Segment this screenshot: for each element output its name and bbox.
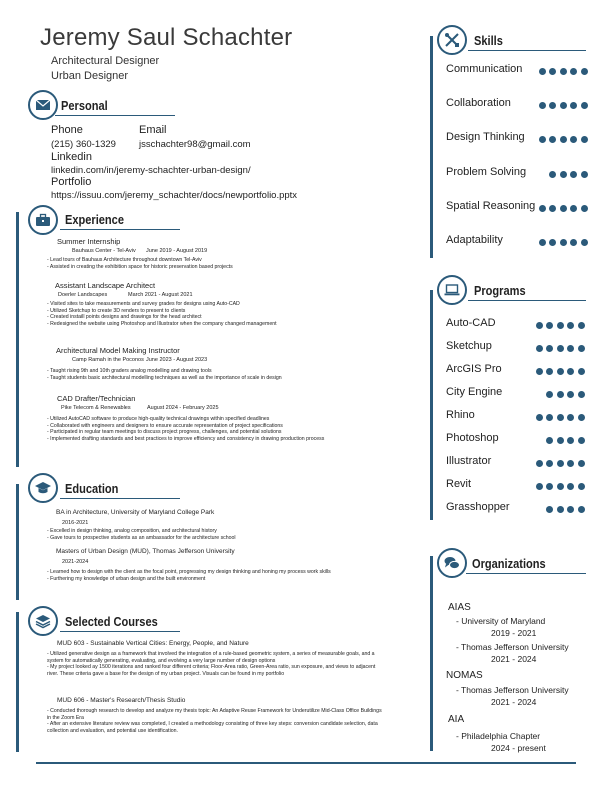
job-dates: August 2024 - February 2025	[147, 405, 219, 411]
title-architectural-designer: Architectural Designer	[51, 55, 160, 67]
skills-rule	[468, 50, 586, 51]
skill-rating	[539, 102, 588, 109]
rating-dot	[567, 345, 574, 352]
rating-dot	[549, 136, 556, 143]
job-bullet: - Participated in regular team meetings to discuss project progress, challenges, and potential solutions	[47, 429, 282, 436]
rating-dot	[546, 414, 553, 421]
org-line: - Thomas Jefferson University	[456, 642, 569, 652]
job-bullet: - Assisted in creating the exhibition space for historic preservation based projects	[47, 263, 233, 270]
program-rating	[536, 483, 585, 490]
rating-dot	[557, 460, 564, 467]
rating-dot	[546, 345, 553, 352]
briefcase-icon	[28, 205, 58, 235]
envelope-icon	[28, 90, 58, 120]
job-bullet: - Collaborated with engineers and designers to ensure accurate representation of project specifications	[47, 422, 283, 429]
rating-dot	[546, 437, 553, 444]
experience-rule	[60, 229, 180, 230]
personal-heading: Personal	[61, 98, 108, 113]
skill-label: Communication	[446, 63, 523, 75]
program-label: ArcGIS Pro	[446, 363, 502, 375]
job-title: Assistant Landscape Architect	[55, 281, 156, 290]
email-label: Email	[139, 124, 167, 136]
job-title: CAD Drafter/Technician	[57, 394, 136, 403]
rating-dot	[578, 506, 585, 513]
rating-dot	[567, 414, 574, 421]
rating-dot	[567, 391, 574, 398]
rating-dot	[560, 239, 567, 246]
rating-dot	[557, 483, 564, 490]
rating-dot	[546, 391, 553, 398]
rating-dot	[539, 205, 546, 212]
program-label: Auto-CAD	[446, 317, 496, 329]
program-rating	[536, 345, 585, 352]
rating-dot	[539, 239, 546, 246]
education-rule	[60, 498, 180, 499]
job-bullet: - Implemented drafting standards and best practices to improve efficiency and consistency in drawing production process	[47, 435, 325, 442]
program-label: Revit	[446, 478, 472, 490]
rating-dot	[570, 102, 577, 109]
tools-icon	[437, 25, 467, 55]
phone-value[interactable]: (215) 360-1329	[51, 139, 116, 150]
education-heading: Education	[65, 481, 119, 496]
layers-icon	[28, 606, 58, 636]
phone-label: Phone	[51, 124, 83, 136]
rating-dot	[578, 483, 585, 490]
experience-heading: Experience	[65, 212, 124, 227]
degree-dates: 2016-2021	[62, 520, 89, 526]
rating-dot	[578, 322, 585, 329]
skill-label: Spatial Reasoning	[446, 199, 536, 212]
course-title: MUD 606 - Master's Research/Thesis Studio	[57, 697, 186, 704]
rating-dot	[546, 506, 553, 513]
job-org: Pike Telecom & Renewables	[61, 405, 131, 411]
courses-side-bar	[16, 612, 19, 752]
education-side-bar	[16, 484, 19, 600]
program-label: Photoshop	[446, 432, 499, 444]
degree-bullet: - Gave tours to prospective students as an ambassador for the architecture school	[47, 534, 236, 541]
organizations-side-bar	[430, 556, 433, 751]
course-bullet: - My project looked ay 1500 iterations and ranked four different criteria; Floor-Area ratio, Green-Area ratio, sun exposure, and views to adjacent river. These criteria gave a base for the design of my urban project. Visuals can be found in my portfolio	[47, 664, 376, 677]
skills-heading: Skills	[474, 33, 503, 48]
rating-dot	[536, 460, 543, 467]
rating-dot	[560, 102, 567, 109]
skill-label: Collaboration	[446, 97, 511, 110]
rating-dot	[536, 322, 543, 329]
program-label: City Engine	[446, 386, 503, 398]
skill-label: Design Thinking	[446, 131, 525, 144]
email-value[interactable]: jsschachter98@gmail.com	[139, 139, 251, 150]
org-name: NOMAS	[446, 670, 483, 681]
degree-bullets	[47, 569, 392, 582]
org-line: 2021 - 2024	[491, 697, 537, 707]
rating-dot	[557, 391, 564, 398]
portfolio-link[interactable]: https://issuu.com/jeremy_schachter/docs/newportfolio.pptx	[51, 190, 298, 201]
job-org: Doerler Landscapes	[58, 292, 108, 298]
job-bullet: - Redesigned the website using Photoshop and Illustrator when the company changed management	[47, 320, 277, 327]
rating-dot	[567, 437, 574, 444]
rating-dot	[549, 239, 556, 246]
rating-dot	[581, 102, 588, 109]
job-title: Summer Internship	[57, 237, 121, 246]
rating-dot	[557, 437, 564, 444]
job-bullet: - Lead tours of Bauhaus Architecture throughout downtown Tel-Aviv	[47, 257, 202, 263]
org-line: 2021 - 2024	[491, 654, 537, 664]
bottom-rule	[36, 762, 576, 764]
rating-dot	[557, 368, 564, 375]
rating-dot	[581, 205, 588, 212]
program-rating	[536, 460, 585, 467]
skill-rating	[539, 136, 588, 143]
rating-dot	[581, 136, 588, 143]
program-rating	[536, 322, 585, 329]
course-bullet: - After an extensive literature review was completed, I created a methodology consisting of three key steps: conversion candidate selection, data collection and evaluation, and potential use identification.	[47, 721, 378, 734]
rating-dot	[567, 483, 574, 490]
job-bullet: - Created instaill points designs and drawings for the head architect	[47, 314, 202, 321]
rating-dot	[546, 368, 553, 375]
resume-name: Jeremy Saul Schachter	[40, 24, 293, 51]
job-bullet: - Utilized Sketchup to create 3D renders to present to clients	[47, 307, 186, 314]
job-bullets	[47, 416, 392, 442]
rating-dot	[549, 171, 556, 178]
rating-dot	[578, 368, 585, 375]
course-bullet: - Conducted thorough research to develop and analyze my thesis topic: An Adaptive Reuse Framework for Underutilize Mid-Class Office Buildings in the Zoom Era	[47, 708, 382, 721]
skill-rating	[549, 171, 588, 178]
rating-dot	[557, 322, 564, 329]
course-bullets	[47, 708, 387, 734]
program-rating	[546, 506, 585, 513]
rating-dot	[560, 68, 567, 75]
program-label: Grasshopper	[446, 501, 510, 513]
chat-bubbles-icon	[437, 548, 467, 578]
org-line: - Philadelphia Chapter	[456, 731, 541, 741]
skill-label: Problem Solving	[446, 165, 527, 178]
skill-rating	[539, 239, 588, 246]
job-bullets	[47, 257, 392, 270]
programs-heading: Programs	[474, 283, 526, 298]
rating-dot	[570, 136, 577, 143]
rating-dot	[567, 322, 574, 329]
rating-dot	[570, 205, 577, 212]
degree-bullet: - Learned how to design with the client as the focal point, progressing my design thinking and honing my process work skills	[47, 569, 331, 575]
rating-dot	[536, 345, 543, 352]
org-line: - Thomas Jefferson University	[456, 685, 569, 695]
rating-dot	[578, 414, 585, 421]
rating-dot	[578, 437, 585, 444]
job-bullet: - Visited sites to take measurements and survey grades for designs using Auto-CAD	[47, 301, 240, 307]
rating-dot	[581, 239, 588, 246]
job-bullet: - Taught rising 9th and 10th graders analog modelling and drawing tools	[47, 368, 212, 374]
rating-dot	[539, 68, 546, 75]
rating-dot	[546, 322, 553, 329]
rating-dot	[560, 205, 567, 212]
rating-dot	[570, 68, 577, 75]
rating-dot	[546, 460, 553, 467]
skill-rating	[539, 205, 588, 212]
program-label: Illustrator	[446, 455, 492, 467]
org-line: 2024 - present	[491, 743, 546, 753]
linkedin-link[interactable]: linkedin.com/in/jeremy-schachter-urban-design/	[51, 165, 251, 176]
rating-dot	[557, 345, 564, 352]
program-rating	[536, 414, 585, 421]
graduation-cap-icon	[28, 473, 58, 503]
degree-title: BA in Architecture, University of Maryland College Park	[56, 509, 215, 516]
job-bullets	[47, 368, 392, 381]
linkedin-label: Linkedin	[51, 151, 92, 163]
course-bullets	[47, 651, 387, 677]
rating-dot	[536, 414, 543, 421]
job-dates: June 2019 - August 2019	[146, 248, 208, 254]
rating-dot	[560, 136, 567, 143]
rating-dot	[560, 171, 567, 178]
rating-dot	[536, 368, 543, 375]
job-org: Bauhaus Center - Tel-Aviv	[72, 248, 136, 254]
org-line: 2019 - 2021	[491, 628, 537, 638]
program-label: Sketchup	[446, 340, 492, 352]
rating-dot	[536, 483, 543, 490]
rating-dot	[578, 345, 585, 352]
laptop-icon	[437, 275, 467, 305]
degree-bullets	[47, 528, 392, 541]
job-bullet: - Utilized AutoCAD software to produce high-quality technical drawings within specified deadlines	[47, 416, 270, 422]
programs-side-bar	[430, 290, 433, 520]
rating-dot	[549, 102, 556, 109]
rating-dot	[570, 171, 577, 178]
skill-label: Adaptability	[446, 234, 503, 246]
skill-rating	[539, 68, 588, 75]
job-dates: June 2023 - August 2023	[146, 357, 208, 363]
degree-bullet: - Furthering my knowledge of urban design and the built environment	[47, 575, 206, 582]
rating-dot	[567, 368, 574, 375]
program-rating	[546, 437, 585, 444]
organizations-heading: Organizations	[472, 556, 546, 571]
rating-dot	[581, 68, 588, 75]
job-org: Camp Ramah in the Poconos	[72, 357, 144, 363]
courses-rule	[60, 631, 180, 632]
program-label: Rhino	[446, 409, 475, 421]
rating-dot	[557, 414, 564, 421]
personal-rule	[55, 115, 175, 116]
rating-dot	[546, 483, 553, 490]
portfolio-label: Portfolio	[51, 176, 92, 188]
job-bullet: - Taught students basic architectural modelling techniques as well as the importance of scale in design	[47, 374, 282, 381]
organizations-rule	[466, 573, 586, 574]
rating-dot	[557, 506, 564, 513]
skills-side-bar	[430, 36, 433, 258]
rating-dot	[567, 460, 574, 467]
job-bullets	[47, 301, 392, 327]
rating-dot	[581, 171, 588, 178]
rating-dot	[549, 205, 556, 212]
degree-dates: 2021-2024	[62, 559, 89, 565]
org-line: - University of Maryland	[456, 616, 546, 626]
rating-dot	[567, 506, 574, 513]
programs-rule	[468, 300, 586, 301]
rating-dot	[570, 239, 577, 246]
job-title: Architectural Model Making Instructor	[56, 346, 180, 355]
degree-bullet: - Excelled in design thinking, analog composition, and architectural history	[47, 528, 217, 534]
rating-dot	[549, 68, 556, 75]
program-rating	[536, 368, 585, 375]
rating-dot	[539, 102, 546, 109]
org-name: AIAS	[448, 602, 471, 613]
experience-side-bar	[16, 212, 19, 467]
program-rating	[546, 391, 585, 398]
rating-dot	[578, 460, 585, 467]
org-name: AIA	[448, 714, 465, 725]
course-title: MUD 603 - Sustainable Vertical Cities: Energy, People, and Nature	[57, 640, 249, 647]
job-dates: March 2021 - August 2021	[128, 292, 193, 298]
title-urban-designer: Urban Designer	[51, 70, 129, 82]
degree-title: Masters of Urban Design (MUD), Thomas Jefferson University	[56, 548, 235, 555]
rating-dot	[539, 136, 546, 143]
courses-heading: Selected Courses	[65, 614, 158, 629]
course-bullet: - Utilized generative design as a framework that involved the integration of a rule-based geometric system, a series of measurable goals, and a system for automatically generating, evaluating, and evolving a very large number of design options	[47, 651, 375, 664]
rating-dot	[578, 391, 585, 398]
